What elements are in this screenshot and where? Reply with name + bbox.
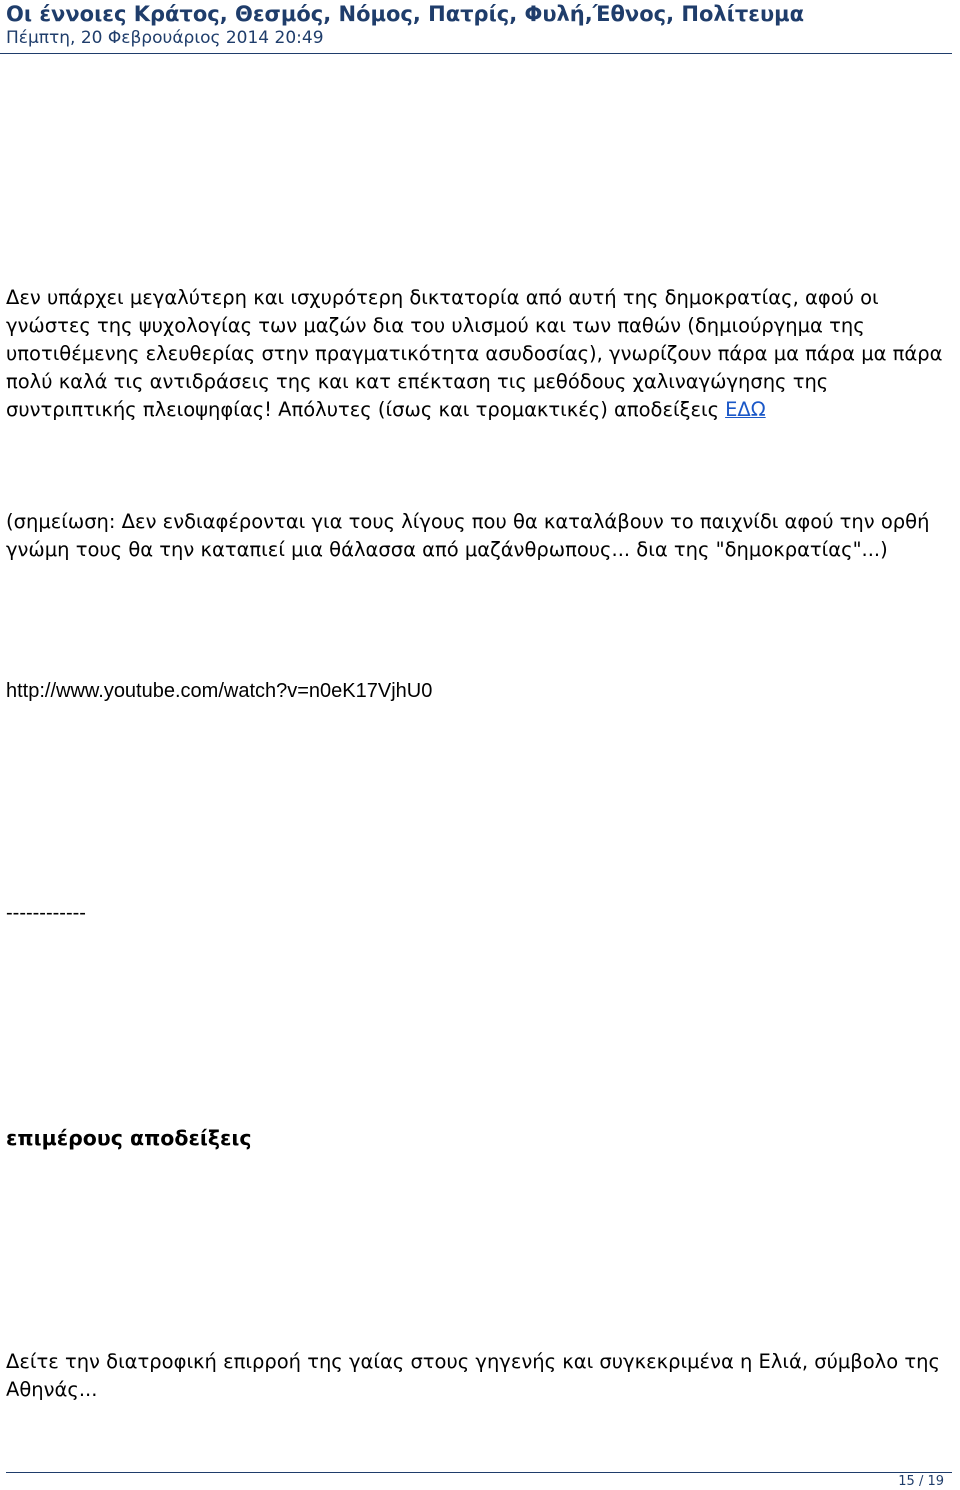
main-paragraph-text: Δεν υπάρχει μεγαλύτερη και ισχυρότερη δικτατορία από αυτή της δημοκρατίας, αφού οι γνώστες της ψυχολογίας των μαζών δια του υλισμού και των παθών (δημιούργημα της υποτιθέμενης ελευθερίας στην πραγματικότητα ασυδοσίας), γνωρίζουν πάρα μα πάρα μα πάρα πολύ καλά τις αντιδράσεις της και κατ επέκταση τις μεθόδους χαλιναγώγησης της συντριπτικής πλειοψηφίας! Απόλυτες (ίσως και τρομακτικές) αποδείξεις xyxy=(6,286,943,421)
main-paragraph xyxy=(6,284,946,424)
footer-divider xyxy=(6,1472,952,1473)
note-paragraph: (σημείωση: Δεν ενδιαφέρονται για τους λίγους που θα καταλάβουν το παιχνίδι αφού την ορθή γνώμη τους θα την καταπιεί μια θάλασσα από μαζάνθρωπους... δια της "δημοκρατίας"...) xyxy=(6,510,930,561)
page-header xyxy=(0,0,960,56)
header-divider xyxy=(0,53,952,54)
separator-line: ------------ xyxy=(6,902,86,924)
document-date: Πέμπτη, 20 Φεβρουάριος 2014 20:49 xyxy=(6,28,324,48)
closing-paragraph: Δείτε την διατροφική επιρροή της γαίας στους γηγενής και συγκεκριμένα η Ελιά, σύμβολο της Αθηνάς... xyxy=(6,1350,940,1401)
section-heading: επιμέρους αποδείξεις xyxy=(6,1126,252,1150)
here-link[interactable]: ΕΔΩ xyxy=(725,398,766,421)
page-number: 15 / 19 xyxy=(898,1474,944,1489)
youtube-url-text: http://www.youtube.com/watch?v=n0eK17VjhU0 xyxy=(6,680,433,702)
document-title: Οι έννοιες Κράτος, Θεσμός, Νόμος, Πατρίς, Φυλή,Έθνος, Πολίτευμα xyxy=(6,2,805,26)
